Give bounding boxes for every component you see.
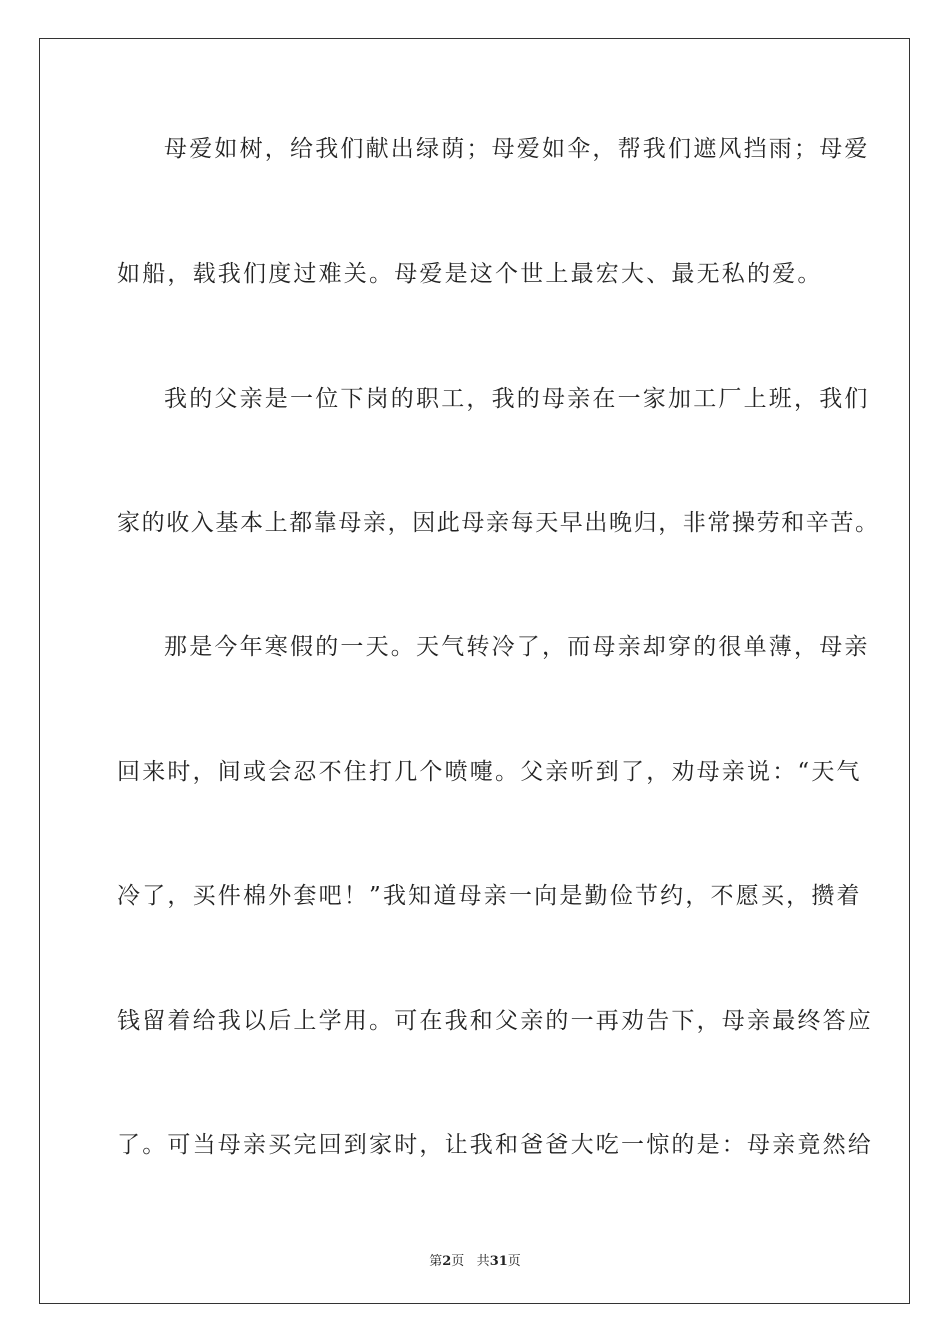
paragraph-3-line-3: 冷了，买件棉外套吧！”我知道母亲一向是勤俭节约，不愿买，攒着: [117, 883, 862, 909]
paragraph-3-line-1: 那是今年寒假的一天。天气转冷了，而母亲却穿的很单薄，母亲: [164, 634, 870, 660]
paragraph-1-line-1: 母爱如树，给我们献出绿荫；母爱如伞，帮我们遮风挡雨；母爱: [164, 136, 870, 162]
paragraph-3-line-4: 钱留着给我以后上学用。可在我和父亲的一再劝告下，母亲最终答应: [117, 1008, 873, 1034]
footer-prefix: 第: [429, 1254, 443, 1269]
footer-total-prefix: 共: [476, 1254, 490, 1269]
page-border: [39, 38, 910, 1304]
page-footer: [0, 1250, 950, 1269]
paragraph-1-line-2: 如船，载我们度过难关。母爱是这个世上最宏大、最无私的爱。: [117, 261, 823, 287]
footer-total-suffix: 页: [507, 1254, 521, 1269]
current-page-number: 2: [442, 1254, 452, 1269]
paragraph-2-line-1: 我的父亲是一位下岗的职工，我的母亲在一家加工厂上班，我们: [164, 386, 870, 412]
footer-page-suffix: 页: [451, 1254, 465, 1269]
paragraph-2-line-2: 家的收入基本上都靠母亲，因此母亲每天早出晚归，非常操劳和辛苦。: [117, 510, 880, 536]
total-page-count: 31: [489, 1254, 508, 1269]
paragraph-3-line-5: 了。可当母亲买完回到家时，让我和爸爸大吃一惊的是：母亲竟然给: [117, 1132, 873, 1158]
paragraph-3-line-2: 回来时，间或会忍不住打几个喷嚏。父亲听到了，劝母亲说：“天气: [117, 759, 862, 785]
